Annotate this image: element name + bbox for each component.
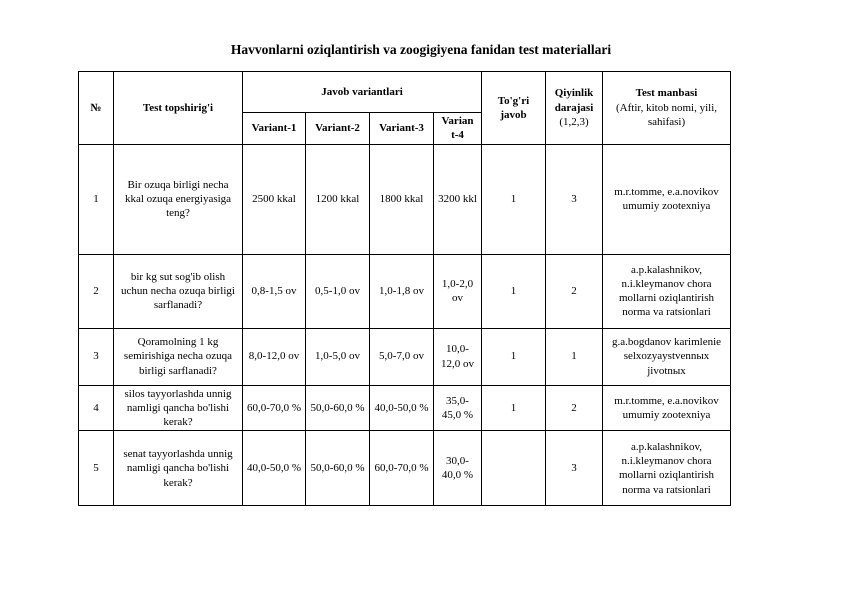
row-variant-1: 0,8-1,5 ov	[243, 254, 306, 328]
row-source: g.a.bogdanov karimlenie selxozyaystvennых jivotnых	[603, 328, 731, 385]
row-difficulty: 2	[546, 385, 603, 431]
table-row	[79, 431, 731, 506]
row-variant-3: 5,0-7,0 ov	[370, 328, 434, 385]
row-task: silos tayyorlashda unnig namligi qancha bo'lishi kerak?	[114, 385, 243, 431]
row-difficulty: 3	[546, 431, 603, 506]
table-row	[79, 254, 731, 328]
row-task: bir kg sut sog'ib olish uchun necha ozuqa birligi sarflanadi?	[114, 254, 243, 328]
header-variant-4: Varian t-4	[434, 113, 482, 145]
row-number: 1	[79, 144, 114, 254]
row-correct: 1	[482, 328, 546, 385]
row-variant-4: 10,0-12,0 ov	[434, 328, 482, 385]
header-answer-variants: Javob variantlari	[243, 72, 482, 113]
row-correct: 1	[482, 254, 546, 328]
header-source-sub: (Aftir, kitob nomi, yili, sahifasi)	[616, 101, 717, 128]
row-variant-1: 60,0-70,0 %	[243, 385, 306, 431]
document-title: Havvonlarni oziqlantirish va zoogigiyena fanidan test materiallari	[230, 42, 612, 57]
row-variant-4: 3200 kkl	[434, 144, 482, 254]
row-number: 2	[79, 254, 114, 328]
row-variant-2: 50,0-60,0 %	[306, 431, 370, 506]
row-variant-3: 1800 kkal	[370, 144, 434, 254]
row-difficulty: 1	[546, 328, 603, 385]
row-variant-1: 8,0-12,0 ov	[243, 328, 306, 385]
row-variant-1: 2500 kkal	[243, 144, 306, 254]
row-source: m.r.tomme, e.a.novikov umumiy zootexniya	[603, 385, 731, 431]
row-number: 3	[79, 328, 114, 385]
row-variant-3: 1,0-1,8 ov	[370, 254, 434, 328]
header-task: Test topshirig'i	[114, 72, 243, 145]
header-correct-answer: To'g'ri javob	[482, 72, 546, 145]
row-source: m.r.tomme, e.a.novikov umumiy zootexniya	[603, 144, 731, 254]
header-variant-1: Variant-1	[243, 113, 306, 145]
header-source-label: Test manbasi	[635, 87, 698, 100]
test-table	[78, 71, 731, 506]
row-task: senat tayyorlashda unnig namligi qancha bo'lishi kerak?	[114, 431, 243, 506]
row-correct	[482, 431, 546, 506]
row-variant-4: 35,0-45,0 %	[434, 385, 482, 431]
row-task: Bir ozuqa birligi necha kkal ozuqa energiyasiga teng?	[114, 144, 243, 254]
header-variant-3: Variant-3	[370, 113, 434, 145]
header-difficulty-label: Qiyinlik darajasi	[554, 87, 594, 114]
table-row	[79, 328, 731, 385]
row-variant-4: 1,0-2,0 ov	[434, 254, 482, 328]
row-variant-3: 60,0-70,0 %	[370, 431, 434, 506]
row-difficulty: 2	[546, 254, 603, 328]
row-variant-3: 40,0-50,0 %	[370, 385, 434, 431]
header-difficulty	[546, 72, 603, 145]
row-variant-4: 30,0-40,0 %	[434, 431, 482, 506]
row-source: a.p.kalashnikov, n.i.kleymanov chora mollarni oziqlantirish norma va ratsionlari	[603, 254, 731, 328]
header-variant-2: Variant-2	[306, 113, 370, 145]
table-row	[79, 144, 731, 254]
row-variant-2: 1,0-5,0 ov	[306, 328, 370, 385]
row-variant-2: 50,0-60,0 %	[306, 385, 370, 431]
row-number: 4	[79, 385, 114, 431]
header-difficulty-sub: (1,2,3)	[559, 115, 589, 128]
row-source: a.p.kalashnikov, n.i.kleymanov chora mollarni oziqlantirish norma va ratsionlari	[603, 431, 731, 506]
row-variant-2: 1200 kkal	[306, 144, 370, 254]
header-number: №	[79, 72, 114, 145]
header-source	[603, 72, 731, 145]
row-difficulty: 3	[546, 144, 603, 254]
row-task: Qoramolning 1 kg semirishiga necha ozuqa birligi sarflanadi?	[114, 328, 243, 385]
row-correct: 1	[482, 385, 546, 431]
row-number: 5	[79, 431, 114, 506]
row-correct: 1	[482, 144, 546, 254]
row-variant-1: 40,0-50,0 %	[243, 431, 306, 506]
table-row	[79, 385, 731, 431]
row-variant-2: 0,5-1,0 ov	[306, 254, 370, 328]
